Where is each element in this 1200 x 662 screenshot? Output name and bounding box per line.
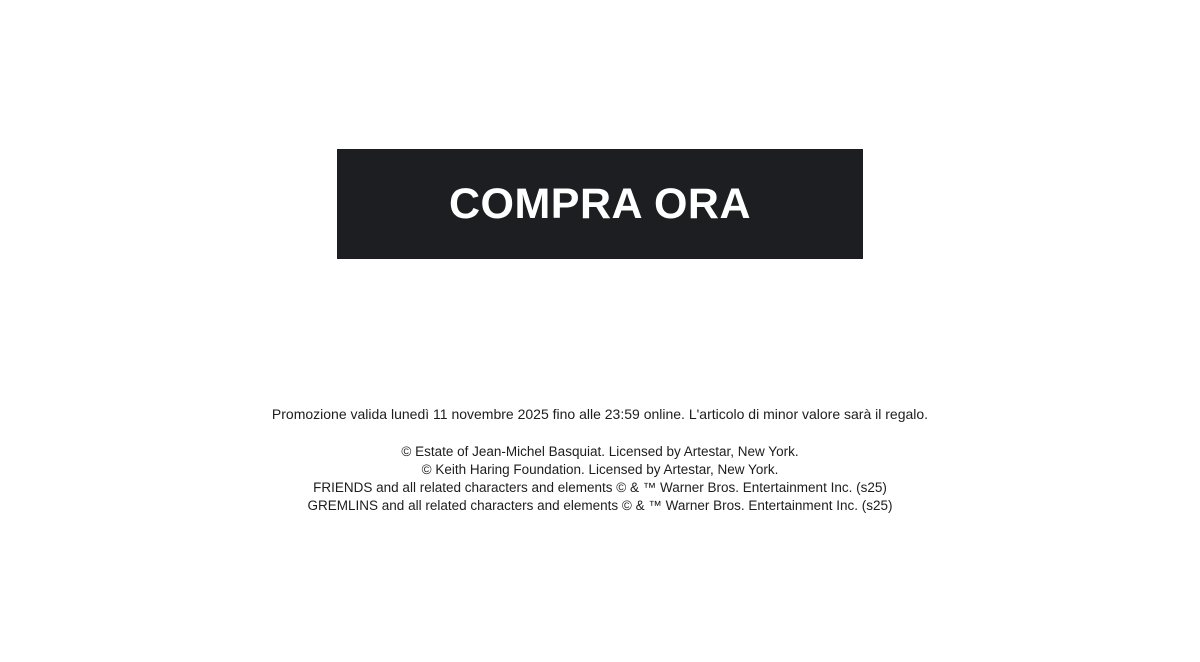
promo-terms-text: Promozione valida lunedì 11 novembre 2025 fino alle 23:59 online. L'articolo di minor valore sarà il regalo. xyxy=(271,406,929,422)
compra-ora-button[interactable]: COMPRA ORA xyxy=(337,149,863,259)
legal-line-friends: FRIENDS and all related characters and elements © & ™ Warner Bros. Entertainment Inc. (s25) xyxy=(313,480,887,495)
legal-notices xyxy=(0,443,1200,515)
legal-line-haring: © Keith Haring Foundation. Licensed by Artestar, New York. xyxy=(421,462,779,477)
legal-line-basquiat: © Estate of Jean-Michel Basquiat. Licensed by Artestar, New York. xyxy=(401,444,799,459)
legal-line-gremlins: GREMLINS and all related characters and elements © & ™ Warner Bros. Entertainment Inc. (s25) xyxy=(307,498,893,513)
